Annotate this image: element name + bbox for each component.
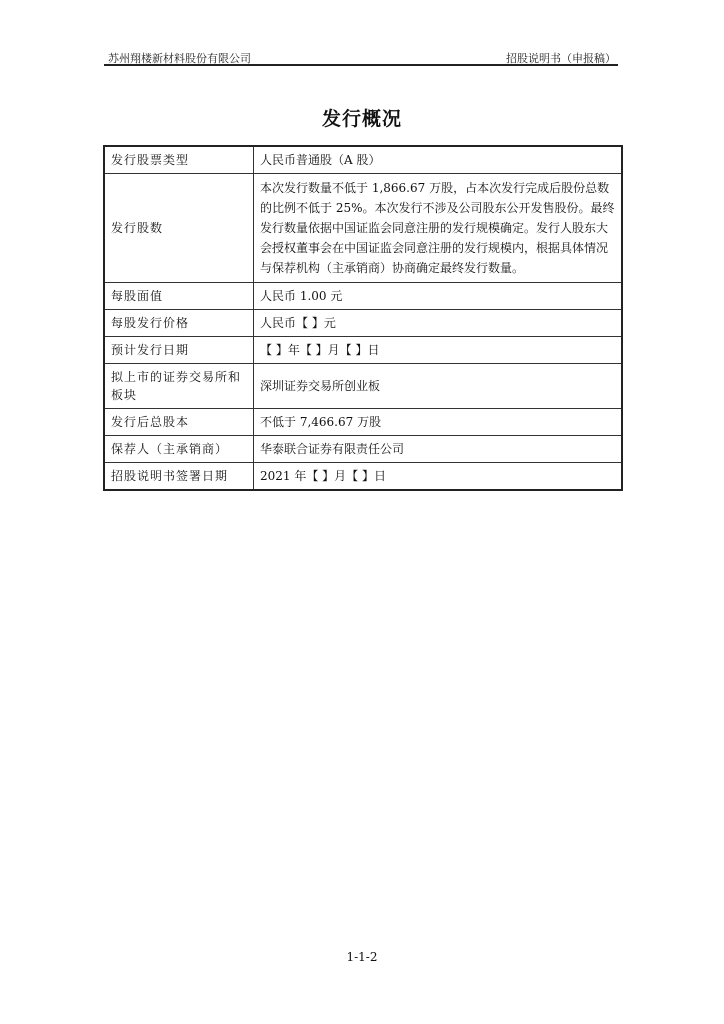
table-row bbox=[104, 283, 622, 310]
row-label: 发行股数 bbox=[104, 174, 254, 283]
offering-overview-table bbox=[103, 145, 623, 491]
row-value: 深圳证券交易所创业板 bbox=[254, 364, 623, 409]
table-row bbox=[104, 337, 622, 364]
table-row bbox=[104, 364, 622, 409]
row-value: 【 】年【 】月【 】日 bbox=[254, 337, 623, 364]
header-company-name: 苏州翔楼新材料股份有限公司 bbox=[108, 52, 251, 65]
page-number: 1-1-2 bbox=[346, 950, 378, 964]
row-value: 人民币【 】元 bbox=[254, 310, 623, 337]
page-title: 发行概况 bbox=[321, 108, 402, 130]
row-value: 人民币 1.00 元 bbox=[254, 283, 623, 310]
row-label: 每股面值 bbox=[104, 283, 254, 310]
row-value: 本次发行数量不低于 1,866.67 万股，占本次发行完成后股份总数的比例不低于 25%。本次发行不涉及公司股东公开发售股份。最终发行数量依据中国证监会同意注册的发行规模确定。发行人股东大会授权董事会在中国证监会同意注册的发行规模内，根据具体情况与保荐机构（主承销商）协商确定最终发行数量。 bbox=[254, 174, 623, 283]
row-value: 2021 年【 】月【 】日 bbox=[254, 463, 623, 491]
row-value: 不低于 7,466.67 万股 bbox=[254, 409, 623, 436]
header-document-type: 招股说明书（申报稿） bbox=[506, 52, 616, 65]
table-row bbox=[104, 174, 622, 283]
row-label: 发行股票类型 bbox=[104, 146, 254, 174]
table-row bbox=[104, 463, 622, 491]
table-row bbox=[104, 146, 622, 174]
row-label: 每股发行价格 bbox=[104, 310, 254, 337]
table-row bbox=[104, 310, 622, 337]
row-label: 预计发行日期 bbox=[104, 337, 254, 364]
table-row bbox=[104, 409, 622, 436]
header-divider bbox=[104, 64, 618, 66]
row-value: 人民币普通股（A 股） bbox=[254, 146, 623, 174]
row-label: 招股说明书签署日期 bbox=[104, 463, 254, 491]
row-label: 发行后总股本 bbox=[104, 409, 254, 436]
table-row bbox=[104, 436, 622, 463]
row-label: 拟上市的证券交易所和板块 bbox=[104, 364, 254, 409]
row-value: 华泰联合证券有限责任公司 bbox=[254, 436, 623, 463]
row-label: 保荐人（主承销商） bbox=[104, 436, 254, 463]
